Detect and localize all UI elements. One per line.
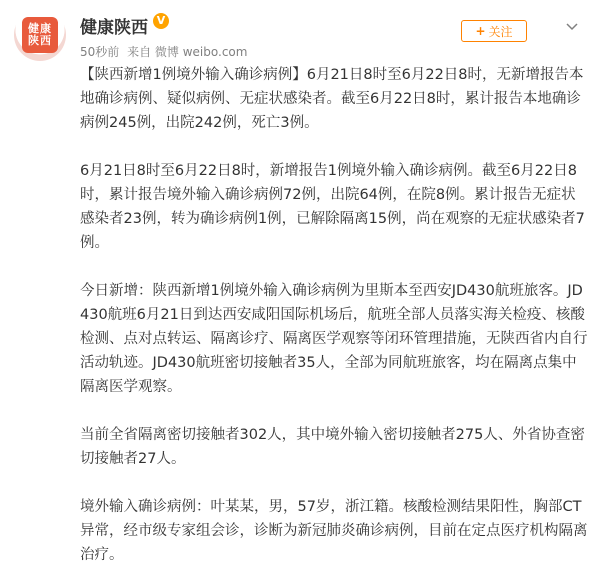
avatar-text-line2: 陕西: [28, 34, 52, 47]
post-meta: [80, 43, 251, 60]
follow-button[interactable]: [461, 20, 527, 42]
post-paragraph: 境外输入确诊病例：叶某某，男，57岁，浙江籍。核酸检测结果阳性，胸部CT异常，经市级专家组会诊，诊断为新冠肺炎确诊病例，目前在定点医疗机构隔离治疗。: [80, 499, 588, 563]
verified-icon: V: [153, 13, 169, 29]
post-paragraph: 6月21日8时至6月22日8时，新增报告1例境外输入确诊病例。截至6月22日8时，累计报告境外输入确诊病例72例，出院64例，在院8例。累计报告无症状感染者23例，转为确诊病例1例，已解除隔离15例，尚在观察的无症状感染者7例。: [80, 163, 585, 251]
plus-icon: +: [475, 24, 486, 38]
post-paragraph: 【陕西新增1例境外输入确诊病例】6月21日8时至6月22日8时，无新增报告本地确诊病例、疑似病例、无症状感染者。截至6月22日8时，累计报告本地确诊病例245例，出院242例，死亡3例。: [80, 67, 584, 131]
post-source: 来自 微博 weibo.com: [127, 45, 248, 59]
chevron-down-icon[interactable]: [565, 20, 579, 34]
post-paragraph: 当前全省隔离密切接触者302人，其中境外输入密切接触者275人、外省协查密切接触者27人。: [80, 427, 585, 467]
post-time[interactable]: 50秒前: [80, 45, 120, 59]
account-name[interactable]: 健康陕西: [80, 18, 148, 38]
avatar-text-line1: 健康: [28, 22, 52, 35]
follow-label: 关注: [488, 24, 513, 39]
avatar-logo: [22, 17, 58, 53]
post-content: [80, 63, 590, 567]
avatar[interactable]: [14, 9, 66, 61]
post-paragraph: 今日新增：陕西新增1例境外输入确诊病例为里斯本至西安JD430航班旅客。JD430航班6月21日到达西安咸阳国际机场后，航班全部人员落实海关检疫、核酸检测、点对点转运、隔离诊疗、隔离医学观察等闭环管理措施，无陕西省内自行活动轨迹。JD430航班密切接触者35人，全部为同航班旅客，均在隔离点集中隔离医学观察。: [80, 283, 588, 395]
